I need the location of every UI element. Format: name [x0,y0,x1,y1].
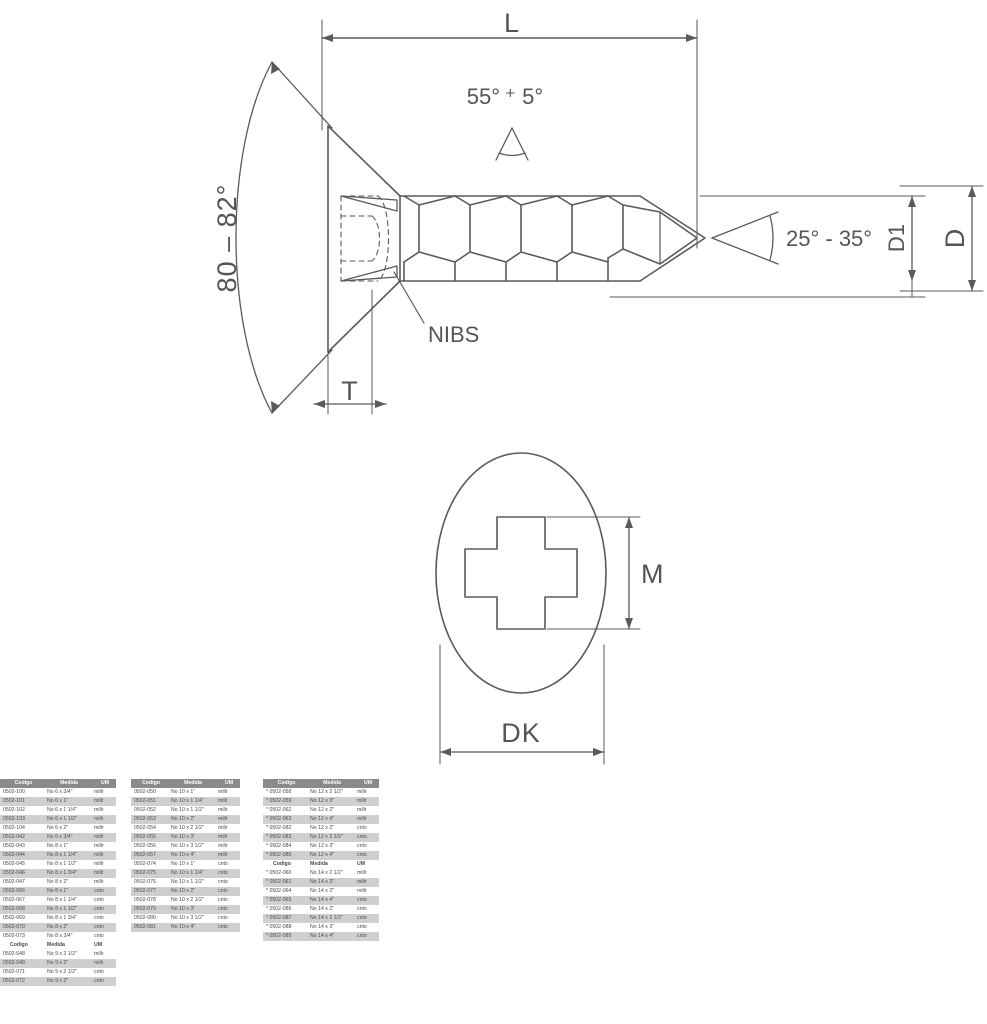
table-cell: millr [215,815,240,824]
table-cell: No 8 x 1 1/2" [44,860,91,869]
table-cell: millr [91,815,116,824]
table-cell: millr [354,788,379,797]
table-cell: No 8 x 1" [44,842,91,851]
table-cell: No 9 x 3" [44,959,91,968]
table-cell: No 8 x 1 1/4" [44,851,91,860]
table-cell: No 12 x 2 1/2" [307,833,354,842]
table-cell: cnto [354,905,379,914]
table-cell: millr [91,860,116,869]
table-cell: No 14 x 4" [307,932,354,941]
table-cell: * 0502-085 [263,851,307,860]
table-cell: millr [354,878,379,887]
table-cell: No 10 x 3 1/2" [168,842,215,851]
table-row [0,806,116,815]
table-cell: cnto [215,914,240,923]
table-row [263,896,379,905]
table-row [0,833,116,842]
table-cell: * 0502-062 [263,806,307,815]
table-cell: No 10 x 2 1/2" [168,824,215,833]
table-cell: No 8 x 1 1/4" [44,896,91,905]
table-cell: No 8 x 2" [44,923,91,932]
label-head-angle: 80 – 82° [212,183,242,293]
table-cell: No 6 x 1" [44,797,91,806]
label-D1: D1 [884,223,909,253]
table-cell: millr [91,851,116,860]
table-cell: * 0502-083 [263,833,307,842]
label-M: M [641,559,665,589]
column-header: Codigo [263,860,307,869]
table-header-row [0,779,116,788]
table-cell: millr [215,788,240,797]
table-row [263,887,379,896]
table-row [263,914,379,923]
table-cell: millr [215,824,240,833]
table-cell: No 8 x 2" [44,878,91,887]
table-cell: * 0502-086 [263,905,307,914]
table-cell: No 14 x 4" [307,896,354,905]
table-row [0,860,116,869]
table-cell: * 0502-058 [263,788,307,797]
table-cell: No 10 x 4" [168,851,215,860]
table-3 [263,779,379,941]
table-cell: No 9 x 2 1/2" [44,950,91,959]
table-cell: No 10 x 1" [168,788,215,797]
table-header-row [263,779,379,788]
label-thread-angle: 55° ⁺ 5° [466,84,544,109]
table-row [131,788,240,797]
table-row [263,932,379,941]
column-header: Medida [307,779,354,788]
table-cell: No 12 x 2" [307,824,354,833]
table-cell: 0502-077 [131,887,168,896]
table-row [131,896,240,905]
table-cell: No 8 x 1 3/4" [44,869,91,878]
table-row [0,905,116,914]
table-row [263,788,379,797]
angle-25-35-marker [712,212,778,264]
table-cell: cnto [354,851,379,860]
table-cell: No 12 x 4" [307,815,354,824]
table-row [263,824,379,833]
table-cell: 0502-042 [0,833,44,842]
table-row [131,806,240,815]
table-cell: 0502-071 [0,968,44,977]
table-cell: No 8 x 1 3/4" [44,914,91,923]
table-row [0,842,116,851]
table-cell: No 6 x 1 1/4" [44,806,91,815]
table-row [0,968,116,977]
table-cell: 0502-054 [131,824,168,833]
table-cell: No 14 x 3" [307,878,354,887]
table-cell: 0502-051 [131,797,168,806]
table-row [0,932,116,941]
table-cell: No 14 x 2 1/2" [307,869,354,878]
table-row [263,815,379,824]
table-cell: * 0502-059 [263,797,307,806]
column-header: UM [91,941,116,950]
table-cell: cnto [354,914,379,923]
table-cell: cnto [215,878,240,887]
table-cell: millr [215,797,240,806]
table-cell: No 8 x 3/4" [44,932,91,941]
column-header: UM [354,860,379,869]
table-row [0,851,116,860]
table-row [131,869,240,878]
table-cell: No 10 x 4" [168,923,215,932]
table-cell: 0502-056 [131,842,168,851]
table-cell: 0502-100 [0,788,44,797]
column-header: Medida [44,779,91,788]
table-cell: millr [354,806,379,815]
column-header: Codigo [0,941,44,950]
table-cell: 0502-046 [0,869,44,878]
table-row [263,806,379,815]
table-cell: No 14 x 2" [307,905,354,914]
table-cell: millr [354,797,379,806]
table-cell: No 9 x 3" [44,977,91,986]
table-cell: millr [91,959,116,968]
table-cell: cnto [91,905,116,914]
table-row [0,824,116,833]
table-cell: No 8 x 1" [44,887,91,896]
table-row [131,887,240,896]
table-row [131,905,240,914]
table-cell: * 0502-063 [263,815,307,824]
table-cell: millr [91,797,116,806]
table-cell: cnto [215,887,240,896]
label-L: L [503,8,521,38]
table-cell: * 0502-065 [263,896,307,905]
table-cell: No 10 x 3" [168,905,215,914]
dim-M [547,517,640,629]
table-cell: No 6 x 2" [44,824,91,833]
table-cell: cnto [215,923,240,932]
table-cell: cnto [91,968,116,977]
table-cell: No 10 x 1 1/2" [168,878,215,887]
table-cell: millr [91,878,116,887]
table-cell: 0502-055 [131,833,168,842]
label-DK: DK [501,718,541,748]
table-cell: cnto [215,860,240,869]
head-recess-dashed [341,196,389,281]
column-header: Codigo [0,779,44,788]
table-row [0,788,116,797]
table-cell: 0502-057 [131,851,168,860]
table-cell: 0502-102 [0,806,44,815]
table-cell: 0502-067 [0,896,44,905]
table-cell: No 12 x 3" [307,842,354,851]
table-cell: millr [91,833,116,842]
table-cell: 0502-052 [131,806,168,815]
table-row [0,959,116,968]
table-cell: 0502-104 [0,824,44,833]
table-row [263,869,379,878]
table-row [0,923,116,932]
table-cell: millr [215,833,240,842]
table-cell: 0502-066 [0,887,44,896]
table-cell: cnto [91,932,116,941]
table-row [131,842,240,851]
table-1 [0,779,116,986]
column-header: Medida [44,941,91,950]
table-cell: millr [215,806,240,815]
table-cell: 0502-075 [131,869,168,878]
table-cell: 0502-069 [0,914,44,923]
table-row [263,842,379,851]
table-cell: millr [354,815,379,824]
table-cell: No 10 x 2 1/2" [168,896,215,905]
table-cell: 0502-050 [131,788,168,797]
nibs-leader [394,272,424,323]
table-cell: millr [91,806,116,815]
table-cell: 0502-101 [0,797,44,806]
table-cell: * 0502-060 [263,869,307,878]
table-cell: cnto [215,869,240,878]
table-cell: 0502-053 [131,815,168,824]
table-cell: No 6 x 3/4" [44,788,91,797]
table-cell: millr [91,788,116,797]
table-cell: cnto [91,977,116,986]
table-cell: 0502-079 [131,905,168,914]
table-cell: 0502-070 [0,923,44,932]
table-row [263,797,379,806]
table-cell: cnto [354,923,379,932]
table-cell: 0502-074 [131,860,168,869]
table-cell: millr [215,842,240,851]
table-row [0,887,116,896]
table-cell: No 10 x 3 1/2" [168,914,215,923]
table-cell: millr [91,842,116,851]
table-cell: 0502-049 [0,959,44,968]
table-2 [131,779,240,932]
table-cell: No 10 x 1 1/2" [168,806,215,815]
table-cell: No 10 x 2" [168,815,215,824]
table-row [263,905,379,914]
table-row [263,923,379,932]
table-row [131,833,240,842]
table-row [0,914,116,923]
table-cell: * 0502-088 [263,923,307,932]
column-header: UM [354,779,379,788]
table-row [131,815,240,824]
angle-55-marker [496,128,528,160]
table-cell: * 0502-082 [263,824,307,833]
table-row [131,923,240,932]
table-cell: No 12 x 2" [307,806,354,815]
table-cell: 0502-103 [0,815,44,824]
table-row [131,824,240,833]
table-cell: No 9 x 2 1/2" [44,968,91,977]
table-cell: No 10 x 1 1/4" [168,797,215,806]
label-T: T [341,376,359,406]
table-cell: 0502-043 [0,842,44,851]
table-cell: cnto [354,932,379,941]
label-D: D [940,227,970,249]
table-cell: millr [354,887,379,896]
table-cell: cnto [215,896,240,905]
table-row [0,896,116,905]
table-row [0,950,116,959]
table-cell: 0502-081 [131,923,168,932]
table-cell: cnto [354,833,379,842]
table-cell: No 14 x 3" [307,923,354,932]
screw-head [328,126,400,352]
column-header: Medida [168,779,215,788]
label-nibs: NIBS [428,322,480,347]
table-cell: No 10 x 1 1/4" [168,869,215,878]
column-header: UM [91,779,116,788]
table-row [0,869,116,878]
table-cell: 0502-080 [131,914,168,923]
column-header: Medida [307,860,354,869]
table-cell: millr [215,851,240,860]
table-cell: * 0502-089 [263,932,307,941]
table-cell: No 10 x 1" [168,860,215,869]
table-cell: 0502-073 [0,932,44,941]
table-row [0,878,116,887]
angle-80-82-marker [236,62,332,413]
table-cell: 0502-044 [0,851,44,860]
table-cell: 0502-078 [131,896,168,905]
column-header: Codigo [131,779,168,788]
table-row [0,977,116,986]
table-subheader-row [263,860,379,869]
table-row [131,878,240,887]
table-row [263,878,379,887]
column-header: UM [215,779,240,788]
table-cell: cnto [91,923,116,932]
table-cell: No 6 x 1 1/2" [44,815,91,824]
table-cell: No 8 x 1 1/2" [44,905,91,914]
table-cell: * 0502-087 [263,914,307,923]
table-cell: millr [91,869,116,878]
table-cell: 0502-072 [0,977,44,986]
column-header: Codigo [263,779,307,788]
table-cell: cnto [215,905,240,914]
table-cell: * 0502-084 [263,842,307,851]
table-cell: No 10 x 3" [168,833,215,842]
table-cell: cnto [354,842,379,851]
table-cell: 0502-048 [0,950,44,959]
table-row [131,860,240,869]
table-cell: 0502-076 [131,878,168,887]
table-cell: No 12 x 3" [307,797,354,806]
table-cell: * 0502-064 [263,887,307,896]
table-row [131,914,240,923]
table-row [0,797,116,806]
table-header-row [131,779,240,788]
table-cell: No 12 x 2 1/2" [307,788,354,797]
table-cell: millr [91,950,116,959]
table-cell: No 14 x 2" [307,887,354,896]
table-cell: 0502-068 [0,905,44,914]
table-row [131,797,240,806]
table-cell: millr [354,869,379,878]
table-cell: cnto [91,914,116,923]
table-subheader-row [0,941,116,950]
head-top-view [436,453,606,693]
table-row [263,833,379,842]
screw-shank [400,196,705,281]
table-cell: 0502-047 [0,878,44,887]
table-cell: No 12 x 4" [307,851,354,860]
table-cell: cnto [354,896,379,905]
table-cell: No 6 x 3/4" [44,833,91,842]
table-row [131,851,240,860]
table-row [0,815,116,824]
table-cell: No 10 x 2" [168,887,215,896]
table-cell: millr [91,824,116,833]
table-row [263,851,379,860]
table-cell: cnto [91,896,116,905]
table-cell: 0502-045 [0,860,44,869]
table-cell: * 0502-061 [263,878,307,887]
table-cell: No 14 x 2 1/2" [307,914,354,923]
label-point-angle: 25° - 35° [786,226,873,251]
table-cell: cnto [354,824,379,833]
table-cell: cnto [91,887,116,896]
